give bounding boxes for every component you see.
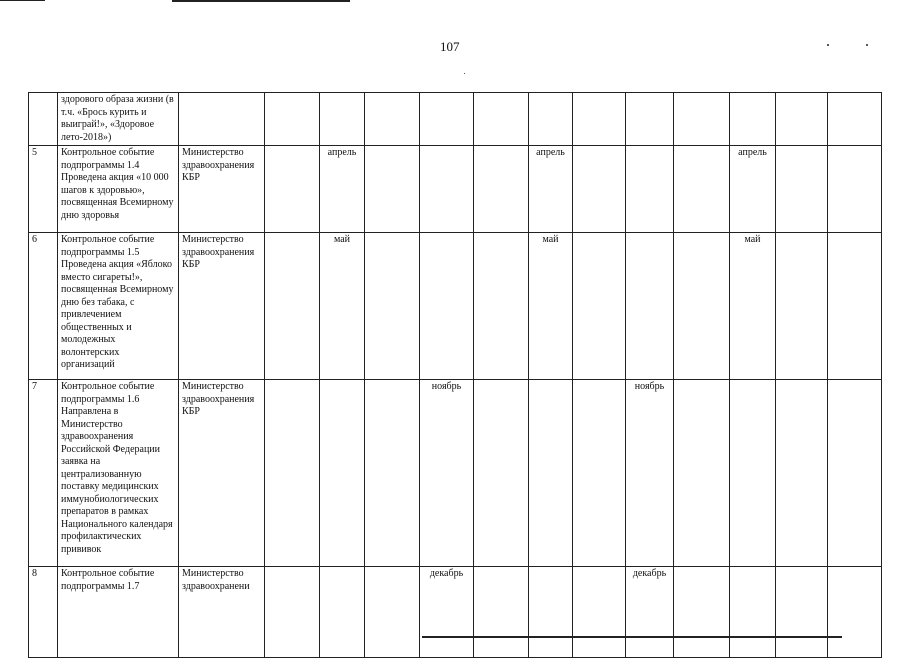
period-cell (626, 233, 674, 380)
event-description-cell: здорового образа жизни (в т.ч. «Брось курить и выиграй!», «Здоровое лето-2018») (58, 93, 179, 146)
period-cell: апрель (529, 146, 573, 233)
period-cell (474, 93, 529, 146)
period-cell (265, 93, 320, 146)
period-cell (776, 233, 828, 380)
row-number-cell: 8 (29, 567, 58, 658)
top-scan-line-left (0, 0, 45, 1)
period-cell (573, 146, 626, 233)
period-cell (320, 567, 365, 658)
row-number-cell: 6 (29, 233, 58, 380)
period-cell (529, 567, 573, 658)
table-row (29, 380, 882, 567)
period-cell (529, 380, 573, 567)
period-cell (674, 380, 730, 567)
scan-dot (866, 44, 868, 46)
executor-cell: Министерство здравоохранени (179, 567, 265, 658)
period-cell (828, 380, 882, 567)
period-cell (730, 567, 776, 658)
event-description-cell: Контрольное событие подпрограммы 1.6 Направлена в Министерство здравоохранения Российской Федерации заявка на централизованную поставку медицинских иммунобиологических препаратов в рамках Национального календаря профилактических прививок (58, 380, 179, 567)
period-cell (730, 380, 776, 567)
period-cell (828, 93, 882, 146)
period-cell: апрель (730, 146, 776, 233)
scan-dot (827, 44, 829, 46)
event-plan-table (28, 92, 882, 658)
executor-cell (179, 93, 265, 146)
period-cell (265, 567, 320, 658)
period-cell (474, 380, 529, 567)
period-cell (573, 567, 626, 658)
period-cell (573, 93, 626, 146)
period-cell (365, 146, 420, 233)
period-cell (573, 380, 626, 567)
period-cell (320, 93, 365, 146)
period-cell (776, 567, 828, 658)
period-cell (529, 93, 573, 146)
period-cell: ноябрь (420, 380, 474, 567)
period-cell (573, 233, 626, 380)
page-number: 107 (440, 39, 460, 54)
top-scan-line-right (172, 0, 350, 2)
period-cell (420, 93, 474, 146)
period-cell (730, 93, 776, 146)
table-row (29, 146, 882, 233)
period-cell (365, 380, 420, 567)
period-cell (265, 146, 320, 233)
period-cell (474, 233, 529, 380)
table-row (29, 567, 882, 658)
table-row (29, 233, 882, 380)
period-cell (776, 93, 828, 146)
period-cell (265, 380, 320, 567)
row-number-cell: 7 (29, 380, 58, 567)
period-cell (674, 93, 730, 146)
period-cell (828, 233, 882, 380)
period-cell: ноябрь (626, 380, 674, 567)
event-description-cell: Контрольное событие подпрограммы 1.7 (58, 567, 179, 658)
period-cell (674, 146, 730, 233)
period-cell (828, 146, 882, 233)
period-cell: апрель (320, 146, 365, 233)
period-cell: декабрь (626, 567, 674, 658)
scan-dot (464, 73, 465, 74)
period-cell (474, 567, 529, 658)
period-cell (674, 233, 730, 380)
period-cell: май (730, 233, 776, 380)
period-cell (674, 567, 730, 658)
period-cell (776, 146, 828, 233)
period-cell (420, 233, 474, 380)
period-cell: декабрь (420, 567, 474, 658)
period-cell (365, 93, 420, 146)
period-cell (626, 146, 674, 233)
period-cell (365, 567, 420, 658)
executor-cell: Министерство здравоохранения КБР (179, 233, 265, 380)
period-cell (365, 233, 420, 380)
period-cell (828, 567, 882, 658)
period-cell (420, 146, 474, 233)
period-cell (265, 233, 320, 380)
event-description-cell: Контрольное событие подпрограммы 1.4 Проведена акция «10 000 шагов к здоровью», посвященная Всемирному дню здоровья (58, 146, 179, 233)
executor-cell: Министерство здравоохранения КБР (179, 380, 265, 567)
period-cell (776, 380, 828, 567)
row-number-cell: 5 (29, 146, 58, 233)
event-description-cell: Контрольное событие подпрограммы 1.5 Проведена акция «Яблоко вместо сигареты!», посвященная Всемирному дню без табака, с привлечением общественных и молодежных волонтерских организаций (58, 233, 179, 380)
period-cell (320, 380, 365, 567)
period-cell: май (529, 233, 573, 380)
row-number-cell (29, 93, 58, 146)
period-cell: май (320, 233, 365, 380)
executor-cell: Министерство здравоохранения КБР (179, 146, 265, 233)
period-cell (474, 146, 529, 233)
period-cell (626, 93, 674, 146)
table-row (29, 93, 882, 146)
